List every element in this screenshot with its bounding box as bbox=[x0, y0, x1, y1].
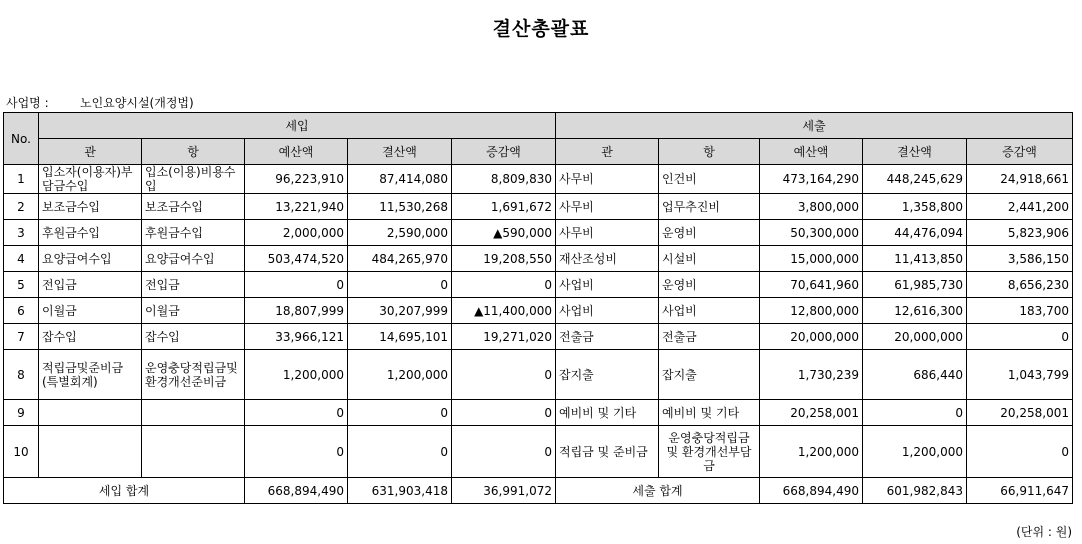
expense-diff: 0 bbox=[967, 324, 1073, 350]
expense-gwan: 사업비 bbox=[556, 272, 659, 298]
row-no: 6 bbox=[4, 298, 39, 324]
table-row bbox=[4, 298, 1073, 324]
expense-hang: 예비비 및 기타 bbox=[659, 400, 760, 426]
header-expense-gwan: 관 bbox=[556, 139, 659, 165]
expense-hang: 인건비 bbox=[659, 165, 760, 194]
table-row bbox=[4, 324, 1073, 350]
expense-settled: 686,440 bbox=[863, 350, 967, 400]
expense-budget: 1,730,239 bbox=[760, 350, 863, 400]
expense-gwan: 사업비 bbox=[556, 298, 659, 324]
table-row bbox=[4, 350, 1073, 400]
business-label: 사업명 : bbox=[6, 96, 49, 110]
expense-total-budget: 668,894,490 bbox=[760, 478, 863, 504]
income-gwan bbox=[39, 400, 142, 426]
expense-diff: 8,656,230 bbox=[967, 272, 1073, 298]
expense-gwan: 예비비 및 기타 bbox=[556, 400, 659, 426]
expense-settled: 1,200,000 bbox=[863, 426, 967, 478]
income-budget: 33,966,121 bbox=[245, 324, 348, 350]
header-no: No. bbox=[4, 113, 39, 165]
header-expense: 세출 bbox=[556, 113, 1073, 139]
page-title: 결산총괄표 bbox=[492, 18, 590, 40]
expense-hang: 운영비 bbox=[659, 272, 760, 298]
income-budget: 0 bbox=[245, 426, 348, 478]
income-total-label: 세입 합계 bbox=[4, 478, 245, 504]
expense-gwan: 사무비 bbox=[556, 194, 659, 220]
expense-gwan: 전출금 bbox=[556, 324, 659, 350]
income-gwan: 입소자(이용자)부담금수입 bbox=[39, 165, 142, 194]
expense-settled: 11,413,850 bbox=[863, 246, 967, 272]
table-row bbox=[4, 165, 1073, 194]
income-total-settled: 631,903,418 bbox=[348, 478, 452, 504]
business-name: 노인요양시설(개정법) bbox=[80, 96, 194, 110]
row-no: 4 bbox=[4, 246, 39, 272]
income-hang bbox=[142, 400, 245, 426]
row-no: 8 bbox=[4, 350, 39, 400]
expense-settled: 1,358,800 bbox=[863, 194, 967, 220]
income-gwan: 요양급여수입 bbox=[39, 246, 142, 272]
income-budget: 0 bbox=[245, 272, 348, 298]
income-settled: 30,207,999 bbox=[348, 298, 452, 324]
expense-diff: 0 bbox=[967, 426, 1073, 478]
income-gwan: 보조금수입 bbox=[39, 194, 142, 220]
income-diff: 0 bbox=[452, 272, 556, 298]
expense-hang: 시설비 bbox=[659, 246, 760, 272]
row-no: 3 bbox=[4, 220, 39, 246]
income-diff: 0 bbox=[452, 350, 556, 400]
header-income-hang: 항 bbox=[142, 139, 245, 165]
income-hang: 입소(이용)비용수입 bbox=[142, 165, 245, 194]
income-hang: 이월금 bbox=[142, 298, 245, 324]
income-diff: 19,208,550 bbox=[452, 246, 556, 272]
row-no: 5 bbox=[4, 272, 39, 298]
income-hang: 보조금수입 bbox=[142, 194, 245, 220]
expense-settled: 12,616,300 bbox=[863, 298, 967, 324]
income-budget: 0 bbox=[245, 400, 348, 426]
income-budget: 1,200,000 bbox=[245, 350, 348, 400]
table-row bbox=[4, 426, 1073, 478]
header-expense-diff: 증감액 bbox=[967, 139, 1073, 165]
expense-settled: 20,000,000 bbox=[863, 324, 967, 350]
expense-total-settled: 601,982,843 bbox=[863, 478, 967, 504]
expense-hang: 전출금 bbox=[659, 324, 760, 350]
expense-hang: 사업비 bbox=[659, 298, 760, 324]
expense-hang: 운영충당적립금 및 환경개선부담금 bbox=[659, 426, 760, 478]
income-settled: 11,530,268 bbox=[348, 194, 452, 220]
expense-budget: 20,258,001 bbox=[760, 400, 863, 426]
expense-budget: 1,200,000 bbox=[760, 426, 863, 478]
income-total-diff: 36,991,072 bbox=[452, 478, 556, 504]
income-diff: 8,809,830 bbox=[452, 165, 556, 194]
expense-gwan: 잡지출 bbox=[556, 350, 659, 400]
income-diff: ▲11,400,000 bbox=[452, 298, 556, 324]
income-hang: 잡수입 bbox=[142, 324, 245, 350]
expense-hang: 업무추진비 bbox=[659, 194, 760, 220]
header-income-diff: 증감액 bbox=[452, 139, 556, 165]
table-row bbox=[4, 246, 1073, 272]
income-diff: ▲590,000 bbox=[452, 220, 556, 246]
expense-settled: 448,245,629 bbox=[863, 165, 967, 194]
income-settled: 2,590,000 bbox=[348, 220, 452, 246]
income-budget: 18,807,999 bbox=[245, 298, 348, 324]
table-row bbox=[4, 272, 1073, 298]
expense-diff: 20,258,001 bbox=[967, 400, 1073, 426]
expense-gwan: 사무비 bbox=[556, 220, 659, 246]
income-budget: 96,223,910 bbox=[245, 165, 348, 194]
settlement-table bbox=[3, 112, 1073, 504]
expense-settled: 0 bbox=[863, 400, 967, 426]
income-budget: 13,221,940 bbox=[245, 194, 348, 220]
header-income-gwan: 관 bbox=[39, 139, 142, 165]
income-settled: 1,200,000 bbox=[348, 350, 452, 400]
business-line bbox=[6, 94, 194, 111]
expense-diff: 2,441,200 bbox=[967, 194, 1073, 220]
income-settled: 0 bbox=[348, 426, 452, 478]
row-no: 1 bbox=[4, 165, 39, 194]
row-no: 7 bbox=[4, 324, 39, 350]
header-income-settled: 결산액 bbox=[348, 139, 452, 165]
expense-hang: 잡지출 bbox=[659, 350, 760, 400]
expense-diff: 5,823,906 bbox=[967, 220, 1073, 246]
income-gwan: 이월금 bbox=[39, 298, 142, 324]
expense-hang: 운영비 bbox=[659, 220, 760, 246]
row-no: 10 bbox=[4, 426, 39, 478]
income-settled: 0 bbox=[348, 400, 452, 426]
income-gwan: 후원금수입 bbox=[39, 220, 142, 246]
expense-diff: 1,043,799 bbox=[967, 350, 1073, 400]
header-expense-hang: 항 bbox=[659, 139, 760, 165]
income-gwan bbox=[39, 426, 142, 478]
expense-total-diff: 66,911,647 bbox=[967, 478, 1073, 504]
income-settled: 0 bbox=[348, 272, 452, 298]
header-expense-budget: 예산액 bbox=[760, 139, 863, 165]
income-budget: 503,474,520 bbox=[245, 246, 348, 272]
expense-diff: 3,586,150 bbox=[967, 246, 1073, 272]
expense-settled: 61,985,730 bbox=[863, 272, 967, 298]
income-hang: 운영충당적립금및환경개선준비금 bbox=[142, 350, 245, 400]
income-total-budget: 668,894,490 bbox=[245, 478, 348, 504]
income-hang bbox=[142, 426, 245, 478]
expense-budget: 20,000,000 bbox=[760, 324, 863, 350]
expense-budget: 70,641,960 bbox=[760, 272, 863, 298]
header-expense-settled: 결산액 bbox=[863, 139, 967, 165]
unit-note: (단위 : 원) bbox=[1016, 525, 1072, 539]
header-income-budget: 예산액 bbox=[245, 139, 348, 165]
expense-budget: 50,300,000 bbox=[760, 220, 863, 246]
income-gwan: 적립금및준비금(특별회계) bbox=[39, 350, 142, 400]
income-settled: 484,265,970 bbox=[348, 246, 452, 272]
row-no: 2 bbox=[4, 194, 39, 220]
expense-total-label: 세출 합계 bbox=[556, 478, 760, 504]
expense-gwan: 사무비 bbox=[556, 165, 659, 194]
income-diff: 0 bbox=[452, 426, 556, 478]
income-gwan: 전입금 bbox=[39, 272, 142, 298]
income-gwan: 잡수입 bbox=[39, 324, 142, 350]
income-hang: 후원금수입 bbox=[142, 220, 245, 246]
expense-diff: 24,918,661 bbox=[967, 165, 1073, 194]
expense-budget: 15,000,000 bbox=[760, 246, 863, 272]
expense-gwan: 재산조성비 bbox=[556, 246, 659, 272]
income-diff: 1,691,672 bbox=[452, 194, 556, 220]
row-no: 9 bbox=[4, 400, 39, 426]
expense-diff: 183,700 bbox=[967, 298, 1073, 324]
income-diff: 19,271,020 bbox=[452, 324, 556, 350]
expense-gwan: 적립금 및 준비금 bbox=[556, 426, 659, 478]
income-hang: 전입금 bbox=[142, 272, 245, 298]
table-row bbox=[4, 194, 1073, 220]
income-budget: 2,000,000 bbox=[245, 220, 348, 246]
table-row bbox=[4, 220, 1073, 246]
table-row bbox=[4, 400, 1073, 426]
header-income: 세입 bbox=[39, 113, 556, 139]
income-hang: 요양급여수입 bbox=[142, 246, 245, 272]
income-settled: 87,414,080 bbox=[348, 165, 452, 194]
expense-settled: 44,476,094 bbox=[863, 220, 967, 246]
expense-budget: 12,800,000 bbox=[760, 298, 863, 324]
expense-budget: 473,164,290 bbox=[760, 165, 863, 194]
income-settled: 14,695,101 bbox=[348, 324, 452, 350]
expense-budget: 3,800,000 bbox=[760, 194, 863, 220]
income-diff: 0 bbox=[452, 400, 556, 426]
